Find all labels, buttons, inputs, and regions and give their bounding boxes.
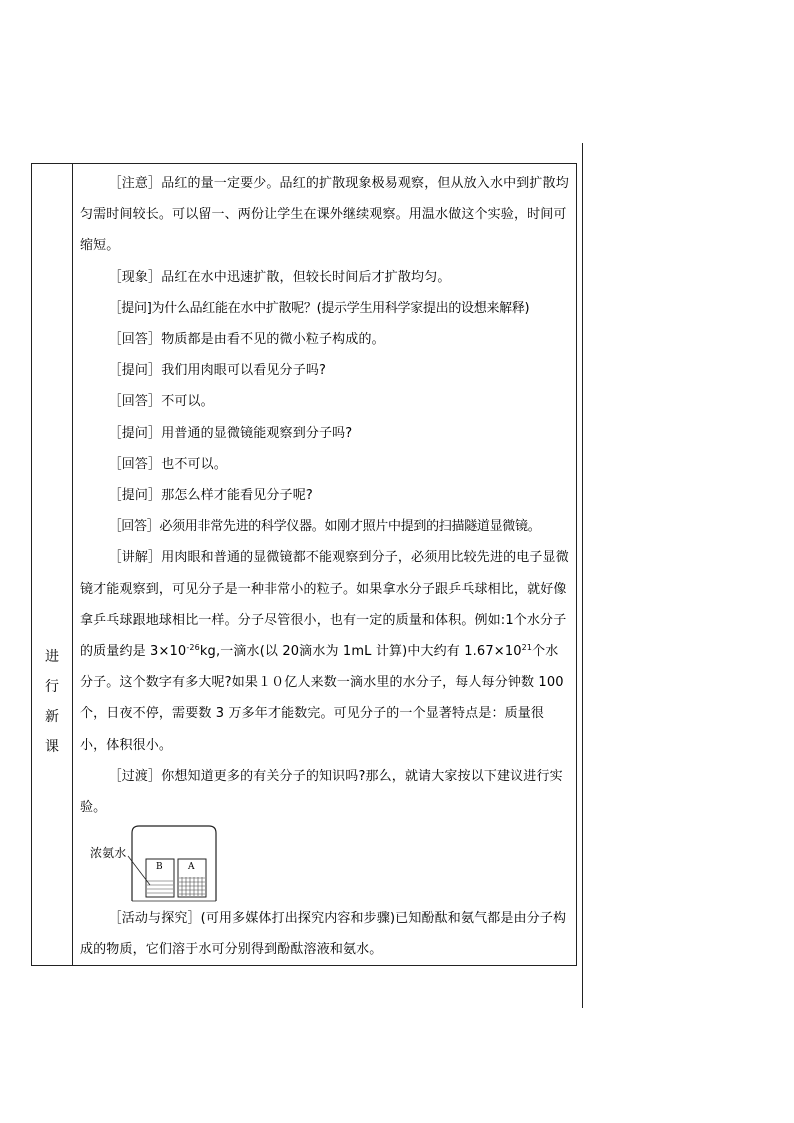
page-vertical-rule bbox=[582, 143, 583, 1008]
beaker-b-label: B bbox=[156, 862, 163, 873]
section-label-char: 新 bbox=[45, 709, 59, 725]
section-label-char: 进 bbox=[45, 649, 59, 665]
phenomenon-paragraph: ［现象］品红在水中迅速扩散，但较长时间后才扩散均匀。 bbox=[108, 269, 451, 285]
beaker-a-liquid bbox=[179, 877, 205, 896]
explanation-text: ［讲解］用肉眼和普通的显微镜都不能观察到分子，必须用比较先进的电子显微镜才能观察到，可见分子是一种非常小的粒子。如果拿水分子跟乒乓球相比，就好像拿乒乓球跟地球相比一样。分子尽管很小，也有一定的质量和体积。例如:1个水分子的质量约是 3×10 bbox=[80, 550, 569, 660]
answer-paragraph: ［回答］物质都是由看不见的微小粒子构成的。 bbox=[108, 332, 385, 348]
question-paragraph: ［提问］我们用肉眼可以看见分子吗? bbox=[108, 363, 327, 379]
answer-paragraph: ［回答］不可以。 bbox=[108, 394, 214, 410]
beaker-a-label: A bbox=[188, 862, 195, 873]
activity-paragraph: ［活动与探究］(可用多媒体打出探究内容和步骤)已知酚酞和氨气都是由分子构成的物质，它们溶于水可分别得到酚酞溶液和氨水。 bbox=[80, 911, 567, 958]
apparatus-diagram bbox=[90, 823, 230, 903]
section-label-char: 课 bbox=[45, 739, 59, 755]
ammonia-label: 浓氨水 bbox=[90, 846, 127, 861]
label-leader-line bbox=[128, 856, 150, 885]
exponent: -26 bbox=[186, 643, 200, 653]
lesson-content bbox=[80, 168, 570, 966]
section-label-column bbox=[32, 164, 73, 965]
beaker-b-liquid bbox=[147, 881, 173, 893]
answer-paragraph: ［回答］也不可以。 bbox=[108, 456, 227, 472]
note-paragraph: ［注意］品红的量一定要少。品红的扩散现象极易观察，但从放入水中到扩散均匀需时间较长。可以留一、两份让学生在课外继续观察。用温水做这个实验，时间可缩短。 bbox=[80, 176, 569, 254]
explanation-text: kg,一滴水(以 20滴水为 1mL 计算)中大约有 1.67×10 bbox=[199, 644, 522, 660]
section-label bbox=[32, 642, 72, 762]
question-paragraph: ［提问]为什么品红能在水中扩散呢？(提示学生用科学家提出的设想来解释) bbox=[108, 300, 530, 316]
transition-paragraph: ［过渡］你想知道更多的有关分子的知识吗?那么，就请大家按以下建议进行实验。 bbox=[80, 768, 563, 816]
lesson-table bbox=[31, 163, 577, 966]
question-paragraph: ［提问］那怎么样才能看见分子呢? bbox=[108, 488, 313, 504]
exponent: 21 bbox=[521, 643, 533, 653]
question-paragraph: ［提问］用普通的显微镜能观察到分子吗? bbox=[108, 425, 353, 441]
section-label-char: 行 bbox=[45, 679, 59, 695]
ammonia-diffusion-apparatus bbox=[90, 823, 570, 903]
explanation-text: 个水分子。这个数字有多大呢?如果１０亿人来数一滴水里的水分子，每人每分钟数 100 个，日夜不停，需要数 3 万多年才能数完。可见分子的一个显著特点是：质量很小，体积很小。 bbox=[80, 644, 564, 753]
answer-paragraph: ［回答］必须用非常先进的科学仪器。如刚才照片中提到的扫描隧道显微镜。 bbox=[108, 519, 541, 535]
explanation-paragraph bbox=[80, 542, 570, 760]
